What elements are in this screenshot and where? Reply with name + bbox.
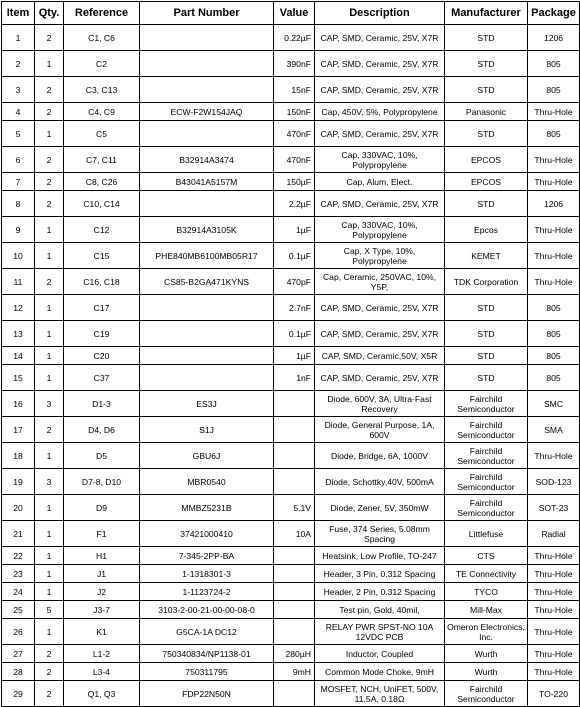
cell-reference: L1-2	[64, 645, 140, 663]
cell-qty: 1	[35, 347, 64, 365]
cell-item: 13	[2, 321, 35, 347]
cell-qty: 2	[35, 173, 64, 191]
cell-reference: C5	[64, 121, 140, 147]
cell-value: 150µF	[274, 173, 315, 191]
cell-part-number	[140, 25, 274, 51]
cell-qty: 1	[35, 565, 64, 583]
cell-manufacturer: Fairchild Semiconductor	[445, 417, 528, 443]
cell-qty: 1	[35, 619, 64, 645]
cell-part-number: CS85-B2GA471KYNS	[140, 269, 274, 295]
cell-part-number	[140, 121, 274, 147]
cell-part-number	[140, 347, 274, 365]
cell-part-number: B32914A3105K	[140, 217, 274, 243]
column-header-part-number: Part Number	[140, 2, 274, 25]
cell-part-number: B32914A3474	[140, 147, 274, 173]
cell-qty: 1	[35, 243, 64, 269]
cell-item: 22	[2, 547, 35, 565]
cell-reference: D1-3	[64, 391, 140, 417]
cell-qty: 1	[35, 365, 64, 391]
cell-item: 8	[2, 191, 35, 217]
table-row	[2, 243, 580, 269]
cell-reference: C10, C14	[64, 191, 140, 217]
cell-part-number: B43041A5157M	[140, 173, 274, 191]
cell-reference: D9	[64, 495, 140, 521]
cell-description: Diode, 600V, 3A, Ultra-Fast Recovery	[315, 391, 445, 417]
cell-item: 9	[2, 217, 35, 243]
cell-item: 6	[2, 147, 35, 173]
cell-package: TO-220	[528, 681, 580, 707]
cell-part-number	[140, 51, 274, 77]
table-row	[2, 547, 580, 565]
cell-item: 2	[2, 51, 35, 77]
cell-qty: 1	[35, 547, 64, 565]
cell-package: 1206	[528, 25, 580, 51]
cell-reference: L3-4	[64, 663, 140, 681]
cell-package: 805	[528, 365, 580, 391]
table-row	[2, 25, 580, 51]
cell-value: 1µF	[274, 217, 315, 243]
cell-manufacturer: KEMET	[445, 243, 528, 269]
table-row	[2, 191, 580, 217]
cell-package: 1206	[528, 191, 580, 217]
cell-part-number: S1J	[140, 417, 274, 443]
cell-item: 15	[2, 365, 35, 391]
cell-description: Common Mode Choke, 9mH	[315, 663, 445, 681]
cell-manufacturer: STD	[445, 121, 528, 147]
cell-value	[274, 583, 315, 601]
cell-part-number: 1-1318301-3	[140, 565, 274, 583]
cell-qty: 2	[35, 681, 64, 707]
cell-manufacturer: STD	[445, 77, 528, 103]
cell-manufacturer: Fairchild Semiconductor	[445, 469, 528, 495]
cell-description: Cap, 330VAC, 10%, Polypropylene	[315, 217, 445, 243]
cell-reference: D5	[64, 443, 140, 469]
cell-description: Heatsink, Low Profile, TO-247	[315, 547, 445, 565]
cell-description: Cap, X Type, 10%, Polypropylene	[315, 243, 445, 269]
cell-qty: 2	[35, 417, 64, 443]
cell-part-number	[140, 77, 274, 103]
cell-value: 15nF	[274, 77, 315, 103]
cell-manufacturer: Wurth	[445, 645, 528, 663]
cell-reference: C8, C26	[64, 173, 140, 191]
table-row	[2, 443, 580, 469]
table-row	[2, 77, 580, 103]
cell-reference: C17	[64, 295, 140, 321]
table-row	[2, 663, 580, 681]
cell-item: 3	[2, 77, 35, 103]
cell-qty: 2	[35, 663, 64, 681]
table-row	[2, 269, 580, 295]
cell-description: Diode, Bridge, 6A, 1000V	[315, 443, 445, 469]
cell-description: CAP, SMD, Ceramic, 25V, X7R	[315, 295, 445, 321]
cell-part-number	[140, 191, 274, 217]
cell-item: 11	[2, 269, 35, 295]
cell-item: 23	[2, 565, 35, 583]
cell-manufacturer: Omeron Electronics, Inc.	[445, 619, 528, 645]
cell-item: 10	[2, 243, 35, 269]
cell-reference: D4, D6	[64, 417, 140, 443]
cell-package: 805	[528, 321, 580, 347]
cell-value	[274, 619, 315, 645]
cell-part-number: MBR0540	[140, 469, 274, 495]
cell-package: Thru-Hole	[528, 217, 580, 243]
cell-package: SOD-123	[528, 469, 580, 495]
cell-value: 470nF	[274, 147, 315, 173]
cell-part-number: 3103-2-00-21-00-00-08-0	[140, 601, 274, 619]
bom-body	[2, 25, 580, 707]
cell-part-number	[140, 365, 274, 391]
cell-package: Thru-Hole	[528, 547, 580, 565]
cell-value: 1µF	[274, 347, 315, 365]
cell-description: Diode, Schottky,40V, 500mA	[315, 469, 445, 495]
table-row	[2, 121, 580, 147]
cell-reference: C7, C11	[64, 147, 140, 173]
cell-reference: J1	[64, 565, 140, 583]
cell-part-number: 750311795	[140, 663, 274, 681]
cell-part-number: G5CA-1A DC12	[140, 619, 274, 645]
cell-manufacturer: TE Connectivity	[445, 565, 528, 583]
bom-table	[1, 1, 580, 707]
cell-reference: D7-8, D10	[64, 469, 140, 495]
cell-qty: 2	[35, 25, 64, 51]
cell-part-number	[140, 321, 274, 347]
cell-value	[274, 601, 315, 619]
table-row	[2, 521, 580, 547]
table-row	[2, 619, 580, 645]
table-row	[2, 365, 580, 391]
cell-value: 470nF	[274, 121, 315, 147]
cell-package: Thru-Hole	[528, 243, 580, 269]
table-row	[2, 173, 580, 191]
cell-part-number: PHE840MB6100MB05R17	[140, 243, 274, 269]
cell-description: CAP, SMD, Ceramic, 25V, X7R	[315, 77, 445, 103]
cell-description: Inductor, Coupled	[315, 645, 445, 663]
cell-value	[274, 681, 315, 707]
cell-qty: 3	[35, 391, 64, 417]
cell-package: Thru-Hole	[528, 645, 580, 663]
cell-qty: 5	[35, 601, 64, 619]
cell-qty: 2	[35, 191, 64, 217]
cell-qty: 1	[35, 321, 64, 347]
column-header-value: Value	[274, 2, 315, 25]
cell-reference: H1	[64, 547, 140, 565]
cell-description: CAP, SMD, Ceramic, 25V, X7R	[315, 321, 445, 347]
cell-value: 2.2µF	[274, 191, 315, 217]
table-row	[2, 469, 580, 495]
cell-manufacturer: Mill-Max	[445, 601, 528, 619]
cell-description: Diode, Zener, 5V, 350mW	[315, 495, 445, 521]
cell-reference: J3-7	[64, 601, 140, 619]
cell-value	[274, 565, 315, 583]
cell-manufacturer: STD	[445, 25, 528, 51]
cell-qty: 1	[35, 51, 64, 77]
cell-manufacturer: TYCO	[445, 583, 528, 601]
cell-value: 0.22µF	[274, 25, 315, 51]
cell-description: RELAY PWR SPST-NO 10A 12VDC PCB	[315, 619, 445, 645]
cell-reference: C2	[64, 51, 140, 77]
cell-package: Thru-Hole	[528, 269, 580, 295]
cell-item: 25	[2, 601, 35, 619]
cell-value: 280µH	[274, 645, 315, 663]
cell-item: 12	[2, 295, 35, 321]
cell-qty: 3	[35, 469, 64, 495]
cell-package: Thru-Hole	[528, 619, 580, 645]
cell-reference: J2	[64, 583, 140, 601]
column-header-item: Item	[2, 2, 35, 25]
cell-part-number	[140, 295, 274, 321]
cell-manufacturer: STD	[445, 295, 528, 321]
table-row	[2, 103, 580, 121]
table-row	[2, 417, 580, 443]
cell-package: Thru-Hole	[528, 173, 580, 191]
cell-manufacturer: Fairchild Semiconductor	[445, 495, 528, 521]
cell-value	[274, 443, 315, 469]
cell-package: 805	[528, 295, 580, 321]
cell-qty: 1	[35, 495, 64, 521]
cell-part-number: 37421000410	[140, 521, 274, 547]
cell-manufacturer: Panasonic	[445, 103, 528, 121]
cell-value: 0.1µF	[274, 243, 315, 269]
cell-item: 1	[2, 25, 35, 51]
cell-manufacturer: CTS	[445, 547, 528, 565]
cell-package: SOT-23	[528, 495, 580, 521]
cell-part-number: ECW-F2W154JAQ	[140, 103, 274, 121]
cell-reference: C37	[64, 365, 140, 391]
cell-value: 470pF	[274, 269, 315, 295]
cell-reference: C16, C18	[64, 269, 140, 295]
cell-qty: 2	[35, 147, 64, 173]
cell-part-number: 750340834/NP1138-01	[140, 645, 274, 663]
cell-reference: C19	[64, 321, 140, 347]
cell-item: 21	[2, 521, 35, 547]
table-row	[2, 51, 580, 77]
cell-description: Header, 2 Pin, 0.312 Spacing	[315, 583, 445, 601]
cell-value: 2.7nF	[274, 295, 315, 321]
cell-description: CAP, SMD, Ceramic, 25V, X7R	[315, 51, 445, 77]
column-header-reference: Reference	[64, 2, 140, 25]
cell-description: Cap, Ceramic, 250VAC, 10%, Y5P,	[315, 269, 445, 295]
cell-part-number: 1-1123724-2	[140, 583, 274, 601]
cell-manufacturer: Fairchild Semiconductor	[445, 681, 528, 707]
cell-qty: 2	[35, 103, 64, 121]
cell-package: 805	[528, 121, 580, 147]
cell-item: 20	[2, 495, 35, 521]
cell-item: 5	[2, 121, 35, 147]
cell-qty: 1	[35, 443, 64, 469]
cell-item: 18	[2, 443, 35, 469]
cell-package: 805	[528, 51, 580, 77]
cell-item: 14	[2, 347, 35, 365]
cell-manufacturer: STD	[445, 51, 528, 77]
cell-manufacturer: Fairchild Semiconductor	[445, 443, 528, 469]
cell-part-number: FDP22N50N	[140, 681, 274, 707]
cell-qty: 1	[35, 295, 64, 321]
table-row	[2, 147, 580, 173]
table-row	[2, 295, 580, 321]
cell-item: 29	[2, 681, 35, 707]
cell-description: Cap, 450V, 5%, Polypropylene	[315, 103, 445, 121]
cell-qty: 1	[35, 583, 64, 601]
table-row	[2, 681, 580, 707]
cell-package: Thru-Hole	[528, 147, 580, 173]
table-row	[2, 565, 580, 583]
cell-part-number: 7-345-2PP-BA	[140, 547, 274, 565]
cell-description: Header, 3 Pin, 0.312 Spacing	[315, 565, 445, 583]
cell-reference: Q1, Q3	[64, 681, 140, 707]
cell-description: Diode, General Purpose, 1A, 600V	[315, 417, 445, 443]
cell-item: 16	[2, 391, 35, 417]
cell-reference: C20	[64, 347, 140, 365]
cell-qty: 2	[35, 269, 64, 295]
column-header-qty: Qty.	[35, 2, 64, 25]
table-row	[2, 645, 580, 663]
cell-reference: C4, C9	[64, 103, 140, 121]
cell-qty: 1	[35, 521, 64, 547]
cell-reference: C12	[64, 217, 140, 243]
table-row	[2, 321, 580, 347]
cell-description: MOSFET, NCH, UniFET, 500V, 11.5A, 0.18Ω	[315, 681, 445, 707]
cell-value: 150nF	[274, 103, 315, 121]
cell-manufacturer: STD	[445, 365, 528, 391]
cell-manufacturer: EPCOS	[445, 173, 528, 191]
cell-description: Test pin, Gold, 40mil,	[315, 601, 445, 619]
cell-value: 9mH	[274, 663, 315, 681]
cell-value: 0.1µF	[274, 321, 315, 347]
cell-value	[274, 469, 315, 495]
cell-description: CAP, SMD, Ceramic, 25V, X7R	[315, 191, 445, 217]
cell-reference: F1	[64, 521, 140, 547]
cell-description: Fuse, 374 Series, 5.08mm Spacing	[315, 521, 445, 547]
cell-manufacturer: Epcos	[445, 217, 528, 243]
cell-description: CAP, SMD, Ceramic, 25V, X7R	[315, 121, 445, 147]
cell-manufacturer: Wurth	[445, 663, 528, 681]
table-row	[2, 391, 580, 417]
table-row	[2, 495, 580, 521]
cell-qty: 1	[35, 121, 64, 147]
cell-part-number: GBU6J	[140, 443, 274, 469]
cell-description: CAP, SMD, Ceramic,50V, X5R	[315, 347, 445, 365]
cell-item: 26	[2, 619, 35, 645]
cell-item: 7	[2, 173, 35, 191]
cell-description: CAP, SMD, Ceramic, 25V, X7R	[315, 365, 445, 391]
cell-manufacturer: EPCOS	[445, 147, 528, 173]
cell-reference: C1, C6	[64, 25, 140, 51]
cell-item: 4	[2, 103, 35, 121]
cell-package: Thru-Hole	[528, 663, 580, 681]
cell-value: 390nF	[274, 51, 315, 77]
table-row	[2, 217, 580, 243]
cell-manufacturer: STD	[445, 347, 528, 365]
cell-description: Cap, Alum, Elect.	[315, 173, 445, 191]
cell-reference: K1	[64, 619, 140, 645]
cell-manufacturer: Littlefuse	[445, 521, 528, 547]
cell-package: SMA	[528, 417, 580, 443]
cell-manufacturer: Fairchild Semiconductor	[445, 391, 528, 417]
table-row	[2, 347, 580, 365]
cell-package: Thru-Hole	[528, 601, 580, 619]
cell-package: Thru-Hole	[528, 583, 580, 601]
cell-qty: 1	[35, 217, 64, 243]
cell-package: 805	[528, 347, 580, 365]
cell-package: 805	[528, 77, 580, 103]
cell-value: 10A	[274, 521, 315, 547]
cell-description: Cap, 330VAC, 10%, Polypropylene	[315, 147, 445, 173]
cell-reference: C3, C13	[64, 77, 140, 103]
cell-qty: 2	[35, 77, 64, 103]
cell-manufacturer: STD	[445, 191, 528, 217]
table-row	[2, 583, 580, 601]
cell-qty: 2	[35, 645, 64, 663]
cell-item: 27	[2, 645, 35, 663]
cell-value	[274, 417, 315, 443]
column-header-manufacturer: Manufacturer	[445, 2, 528, 25]
cell-item: 19	[2, 469, 35, 495]
cell-value	[274, 391, 315, 417]
cell-value	[274, 547, 315, 565]
cell-part-number: MMBZ5231B	[140, 495, 274, 521]
cell-package: Thru-Hole	[528, 565, 580, 583]
cell-manufacturer: STD	[445, 321, 528, 347]
cell-item: 28	[2, 663, 35, 681]
cell-package: SMC	[528, 391, 580, 417]
cell-item: 24	[2, 583, 35, 601]
table-row	[2, 601, 580, 619]
cell-package: Thru-Hole	[528, 103, 580, 121]
cell-manufacturer: TDK Corporation	[445, 269, 528, 295]
cell-item: 17	[2, 417, 35, 443]
cell-value: 1nF	[274, 365, 315, 391]
header-row	[2, 2, 580, 25]
cell-part-number: ES3J	[140, 391, 274, 417]
cell-package: Radial	[528, 521, 580, 547]
cell-value: 5.1V	[274, 495, 315, 521]
cell-package: Thru-Hole	[528, 443, 580, 469]
column-header-description: Description	[315, 2, 445, 25]
cell-description: CAP, SMD, Ceramic, 25V, X7R	[315, 25, 445, 51]
column-header-package: Package	[528, 2, 580, 25]
cell-reference: C15	[64, 243, 140, 269]
